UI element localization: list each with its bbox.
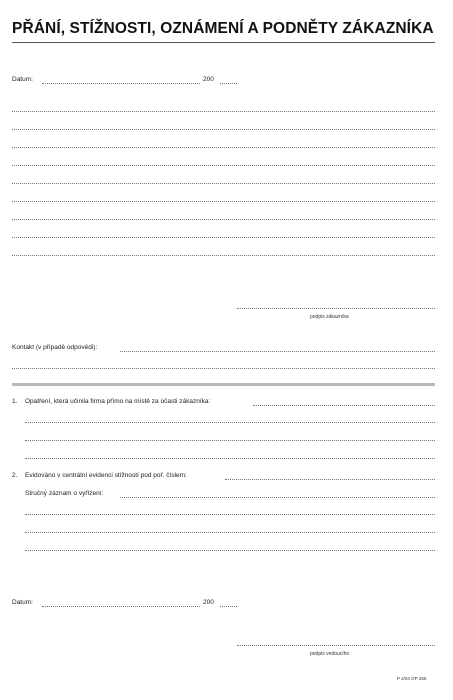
form-code: P 4/04 OP 256 bbox=[397, 676, 427, 681]
date-bottom-field[interactable] bbox=[42, 606, 200, 607]
customer-signature-label: podpis zákazníka bbox=[310, 314, 349, 320]
section-separator bbox=[12, 383, 435, 386]
text-line[interactable] bbox=[12, 147, 435, 148]
section2-line[interactable] bbox=[25, 532, 435, 533]
section1-line[interactable] bbox=[25, 458, 435, 459]
text-line[interactable] bbox=[12, 201, 435, 202]
contact-field-line-2[interactable] bbox=[12, 368, 435, 369]
manager-signature-label: podpis vedoucího bbox=[310, 651, 350, 657]
date-top-field[interactable] bbox=[42, 83, 200, 84]
section1-line[interactable] bbox=[25, 422, 435, 423]
text-line[interactable] bbox=[12, 129, 435, 130]
manager-signature-field[interactable] bbox=[237, 645, 435, 646]
text-line[interactable] bbox=[12, 183, 435, 184]
section2-line[interactable] bbox=[25, 550, 435, 551]
text-line[interactable] bbox=[12, 237, 435, 238]
text-line[interactable] bbox=[12, 111, 435, 112]
section1-label: Opatření, která učinila firma přímo na místě za účasti zákazníka: bbox=[25, 398, 211, 405]
form-title: PŘÁNÍ, STÍŽNOSTI, OZNÁMENÍ A PODNĚTY ZÁKAZNÍKA bbox=[12, 20, 434, 37]
section1-field[interactable] bbox=[253, 405, 435, 406]
date-top-label: Datum: bbox=[12, 76, 33, 83]
section2-line[interactable] bbox=[25, 514, 435, 515]
section2-field[interactable] bbox=[225, 479, 435, 480]
date-top-year: 200 bbox=[203, 76, 214, 83]
date-bottom-year-field[interactable] bbox=[220, 606, 237, 607]
text-line[interactable] bbox=[12, 255, 435, 256]
section2-label: Evidováno v centrální evidenci stížností pod poř. číslem: bbox=[25, 472, 187, 479]
section2-sub-field[interactable] bbox=[120, 497, 435, 498]
section2-number: 2. bbox=[12, 472, 18, 479]
title-underline bbox=[12, 42, 435, 43]
contact-field[interactable] bbox=[120, 351, 435, 352]
section1-line[interactable] bbox=[25, 440, 435, 441]
date-top-year-field[interactable] bbox=[220, 83, 237, 84]
text-line[interactable] bbox=[12, 165, 435, 166]
date-bottom-year: 200 bbox=[203, 599, 214, 606]
section1-number: 1. bbox=[12, 398, 18, 405]
text-line[interactable] bbox=[12, 219, 435, 220]
section2-sublabel: Stručný záznam o vyřízení: bbox=[25, 490, 104, 497]
date-bottom-label: Datum: bbox=[12, 599, 33, 606]
contact-label: Kontakt (v případě odpovědi): bbox=[12, 344, 98, 351]
customer-signature-field[interactable] bbox=[237, 308, 435, 309]
